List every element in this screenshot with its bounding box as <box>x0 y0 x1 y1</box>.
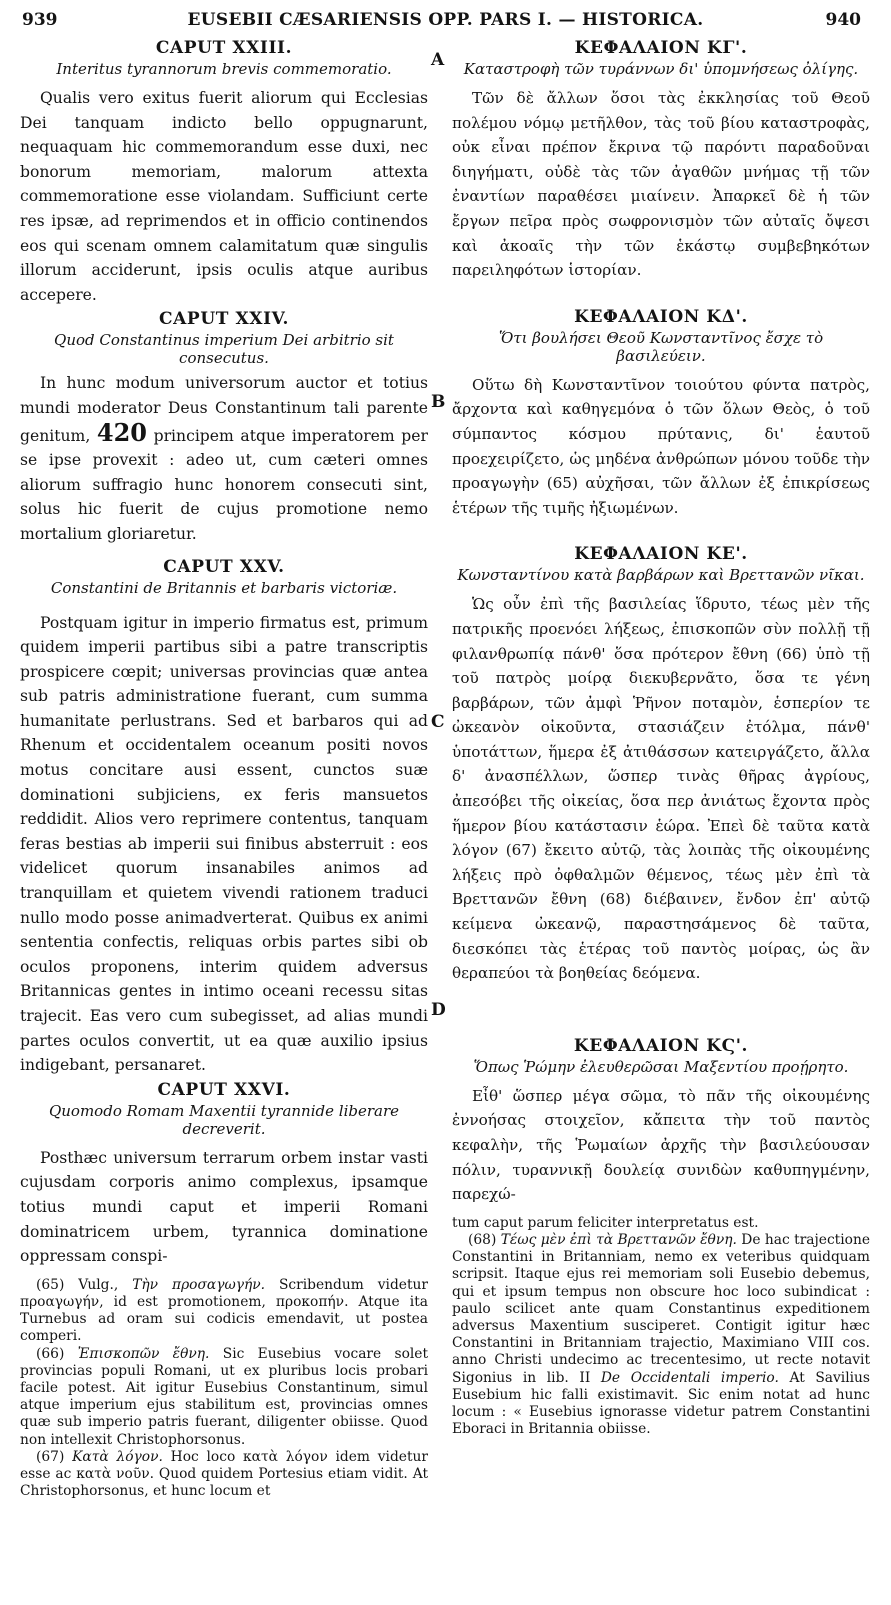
caput-title: CAPUT XXIII. <box>155 38 293 58</box>
caput-text: Qualis vero exitus fuerit aliorum qui Ecclesias Dei tanquam indicto bello oppugnarunt, nequaquam hic commemorandum esse duxi, nec bonorum memoriam, malorum attexta commemoratione esse violandam. Sufficiunt certe res ipsæ, ad reprimendos et in officio continendos eos qui scenam omnem calamitatum quæ singulis illorum acciderunt, ipsis oculis atque auribus accepere. <box>20 89 428 304</box>
latin-column <box>20 36 428 1500</box>
kephalaion-subtitle: Καταστροφὴ τῶν τυράννων δι' ὑπομνήσεως ὀλίγης. <box>463 60 859 78</box>
kephalaion-subtitle: Ὅτι βουλήσει Θεοῦ Κωνσταντῖνος ἔσχε τὸ βασιλεύειν. <box>498 328 824 365</box>
caput-subtitle: Quod Constantinus imperium Dei arbitrio sit consecutus. <box>54 331 394 368</box>
note-text: Sic Eusebius vocare solet provincias populi Romani, ut ex pluribus locis probari facile potest. Ait igitur Eusebius Constantinum, simul atque imperium ejus stabilitum est, provincias omnes quæ sub imperio patris fuerant, diligenter obiisse. Quod non intellexit Christophorsonus. <box>20 1345 429 1448</box>
note-text: De hac trajectione Constantini in Britanniam, nemo ex veteribus quidquam scripsit. Itaque ejus rei memoriam soli Eusebio debemus, qui et ipsum tempus non obscure hoc loco subindicat : paulo scilicet ante quam Constantinus expeditionem adversus Maxentium susciperet. Contigit igitur hæc Constantini in Britanniam trajectio, Maximiano VIII cos. anno Christi undecimo ac trecentesimo, ut recte notavit Sigonius in lib. II <box>452 1231 870 1386</box>
margin-letter-c: C <box>431 712 445 732</box>
running-header <box>0 6 891 32</box>
note-lemma: Τέως μὲν ἐπὶ τὰ Βρεττανῶν ἔθνη. <box>500 1231 737 1248</box>
note-text: Hoc loco κατὰ λόγον idem videtur esse ac κατὰ νοῦν. Quod quidem Portesius etiam vidit. At Christophorsonus, et hunc locum et <box>20 1448 428 1500</box>
margin-letter-a: A <box>431 50 445 70</box>
caput-text <box>20 371 428 546</box>
kephalaion-title: ΚΕΦΑΛΑΙΟΝ ΚΔ'. <box>574 306 748 327</box>
page-number-right: 940 <box>825 10 861 30</box>
caput-text: Posthæc universum terrarum orbem instar vasti cujusdam corporis animo complexus, ipsamque totius mundi caput et imperii Romani dominatricem urbem, tyrannica dominatione oppressam conspi- <box>20 1148 428 1266</box>
caput-26 <box>20 1078 428 1269</box>
kephalaion-text: Ὡς οὖν ἐπὶ τῆς βασιλείας ἵδρυτο, τέως μὲν τῆς πατρικῆς προενόει λήξεως, ἐπισκοπῶν σὺν πολλῇ τῇ φιλανθρωπίᾳ πάνθ' ὅσα πρότερον ἔθνη (66) ὑπὸ τῇ τοῦ πατρὸς μοίρᾳ διεκυβερνᾶτο, ὅσα τε γένη βαρβάρων, τῶν ἀμφὶ Ῥῆνον ποταμὸν, ἑσπερίον τε ὠκεανὸν οἰκοῦντα, στασιάζειν ἐτόλμα, πάνθ' ὑποτάττων, ἥμερα ἐξ ἀτιθάσσων κατειργάζετο, ἄλλα δ' ἀνασπέλλων, ὥσπερ τινὰς θῆρας ἀγρίους, ἀπεσόβει τῆς οἰκείας, ὅσα περ ἀνιάτως ἔχοντα πρὸς ἥμερον βίου κατάστασιν ἑώρα. Ἐπεὶ δὲ ταῦτα κατὰ λόγον (67) ἔκειτο αὐτῷ, τὰς λοιπὰς τῆς οἰκουμένης λήξεις πρὸ ὀφθαλμῶν θέμενος, τέως μὲν ἐπὶ τὰ Βρεττανῶν ἔθνη (68) διέβαινεν, ἔνδον ἐπ' αὐτῷ κείμενα ὠκεανῷ, παραστησάμενος δὲ ταῦτα, διεσκόπει τὰς ἑτέρας τοῦ παντὸς μοίρας, ὡς ἂν θεραπεύοι τὰ βοηθείας δεόμενα. <box>452 595 870 983</box>
caput-23 <box>20 36 428 307</box>
footnote-65 <box>20 1277 428 1346</box>
margin-letter-b: B <box>431 392 446 412</box>
note-lemma: Ἐπισκοπῶν ἔθνη. <box>77 1345 210 1362</box>
kephalaion-23 <box>452 36 870 283</box>
caput-title: CAPUT XXVI. <box>157 1079 291 1100</box>
greek-column <box>452 36 870 1438</box>
kephalaion-text: Οὕτω δὴ Κωνσταντῖνον τοιούτου φύντα πατρὸς, ἄρχοντα καὶ καθηγεμόνα ὁ τῶν ὅλων Θεὸς, ὁ τοῦ σύμπαντος κόσμου πρύτανις, δι' ἑαυτοῦ προεχειρίζετο, ὡς μηδένα ἀνθρώπων μόνου τοῦδε τὴν προαγωγὴν (65) αὐχῆσαι, τῶν ἄλλων ἐξ ἐπικρίσεως ἑτέρων τῆς τιμῆς ἠξιωμένων. <box>452 375 870 517</box>
note-label: (67) <box>36 1448 65 1465</box>
page-number-left: 939 <box>22 10 58 30</box>
kephalaion-25 <box>452 542 870 986</box>
caput-text: Postquam igitur in imperio firmatus est, primum quidem imperii partibus sibi a patre transcriptis prospicere cœpit; universas provincias quæ antea sub patris administratione fuerant, cum summa humanitate perlustrans. Sed et barbaros qui ad Rhenum et occidentalem oceanum positi novos motus concitare ausi essent, cunctos suæ dominationi subjiciens, ex feris mansuetos reddidit. Alios vero reprimere contentus, tanquam feras bestias ab imperii sui finibus absterruit : eos videlicet quorum insanabiles animos ad tranquillam et quietem vivendi rationem traduci nullo modo posse animadverterat. Quibus ex animi sententia confectis, reliquas orbis partes sibi ob oculos proponens, interim quidem adversus Britannicas gentes in intimo oceani recessu sitas trajecit. Eas vero cum subegisset, ad alias mundi partes oculos convertit, ut ea quæ auxilio ipsius indigebant, persanaret. <box>20 613 428 1075</box>
note-text: At Savilius Eusebium hic falli existimavit. Sic enim notat ad hunc locum : « Eusebius ignorasse videtur patrem Constantini Eboraci in Britannia obiisse. <box>452 1369 871 1438</box>
note-label: (65) Vulg., <box>36 1276 119 1293</box>
kephalaion-title: ΚΕΦΑΛΑΙΟΝ ΚϚ'. <box>573 1035 749 1056</box>
kephalaion-26 <box>452 1034 870 1207</box>
caput-title: CAPUT XXIV. <box>159 309 289 330</box>
kephalaion-text: Τῶν δὲ ἄλλων ὅσοι τὰς ἐκκλησίας τοῦ Θεοῦ πολέμου νόμῳ μετῆλθον, τὰς τοῦ βίου καταστροφὰς, οὐκ εἶναι πρέπον ἔκρινα τῷ παρόντι παραδοῦναι διηγήματι, οὐδὲ τὰς τῶν ἀγαθῶν μνήμας τῇ τῶν ἐναντίων παραθέσει μιαίνειν. Ἀπαρκεῖ δὲ ἡ τῶν ἔργων πεῖρα πρὸς σωφρονισμὸν τῶν αὐταῖς ὄψεσι καὶ ἀκοαῖς τὴν τῶν ἑκάστῳ συμβεβηκότων παρειληφότων ἱστορίαν. <box>452 89 870 280</box>
note-label: (68) <box>468 1231 497 1248</box>
margin-letter-d: D <box>431 1000 446 1020</box>
footnotes-left <box>20 1277 428 1501</box>
note-lemma: Κατὰ λόγον. <box>72 1448 163 1465</box>
footnote-67 <box>20 1449 428 1501</box>
kephalaion-subtitle: Ὅπως Ῥώμην ἐλευθερῶσαι Μαξεντίου προῄρητο. <box>473 1057 849 1076</box>
caput-25 <box>20 555 428 1078</box>
footnotes-right <box>452 1215 870 1439</box>
caput-title: CAPUT XXV. <box>163 556 285 577</box>
text-part: In hunc modum universorum auctor et totius mundi moderator Deus Constantinum tali parente genitum, <box>20 374 428 445</box>
running-title: EUSEBII CÆSARIENSIS OPP. PARS I. — HISTORICA. <box>187 10 704 30</box>
note-label: (66) <box>36 1345 65 1362</box>
text-part: principem atque imperatorem per se ipse provexit : adeo ut, cum cæteri omnes aliorum suffragio hunc honorem consecuti sint, solus hic fuerit de cujus promotione nemo mortalium gloriaretur. <box>20 426 428 543</box>
caput-subtitle: Constantini de Britannis et barbaris victoriæ. <box>50 578 398 597</box>
caput-24 <box>20 307 428 546</box>
caput-subtitle: Quomodo Romam Maxentii tyrannide liberare decreverit. <box>48 1101 400 1138</box>
column-number: 420 <box>96 417 148 447</box>
kephalaion-title: ΚΕΦΑΛΑΙΟΝ ΚΕ'. <box>574 544 748 565</box>
note-lemma: Τὴν προσαγωγήν. <box>132 1276 265 1293</box>
caput-subtitle: Interitus tyrannorum brevis commemoratio. <box>56 60 392 78</box>
kephalaion-title: ΚΕΦΑΛΑΙΟΝ ΚΓ'. <box>574 38 748 58</box>
kephalaion-subtitle: Κωνσταντίνου κατὰ βαρβάρων καὶ Βρεττανῶν νῖκαι. <box>457 566 865 585</box>
note-title-ref: De Occidentali imperio. <box>600 1369 779 1386</box>
footnote-66 <box>20 1346 428 1449</box>
footnote-67-continued: tum caput parum feliciter interpretatus est. <box>452 1214 759 1231</box>
note-text: Scribendum videtur προαγωγήν, id est promotionem, προκοπήν. Atque ita Turnebus ad oram sui codicis emendavit, ut postea comperi. <box>20 1276 428 1345</box>
footnote-68 <box>452 1232 870 1438</box>
kephalaion-24 <box>452 305 870 521</box>
kephalaion-text: Εἶθ' ὥσπερ μέγα σῶμα, τὸ πᾶν τῆς οἰκουμένης ἐννοήσας στοιχεῖον, κἄπειτα τὴν τοῦ παντὸς κεφαλὴν, τῆς Ῥωμαίων ἀρχῆς τὴν βασιλεύουσαν πόλιν, τυραννικῇ δουλείᾳ συνιδὼν καθυπηγμένην, παρεχώ- <box>452 1086 870 1204</box>
